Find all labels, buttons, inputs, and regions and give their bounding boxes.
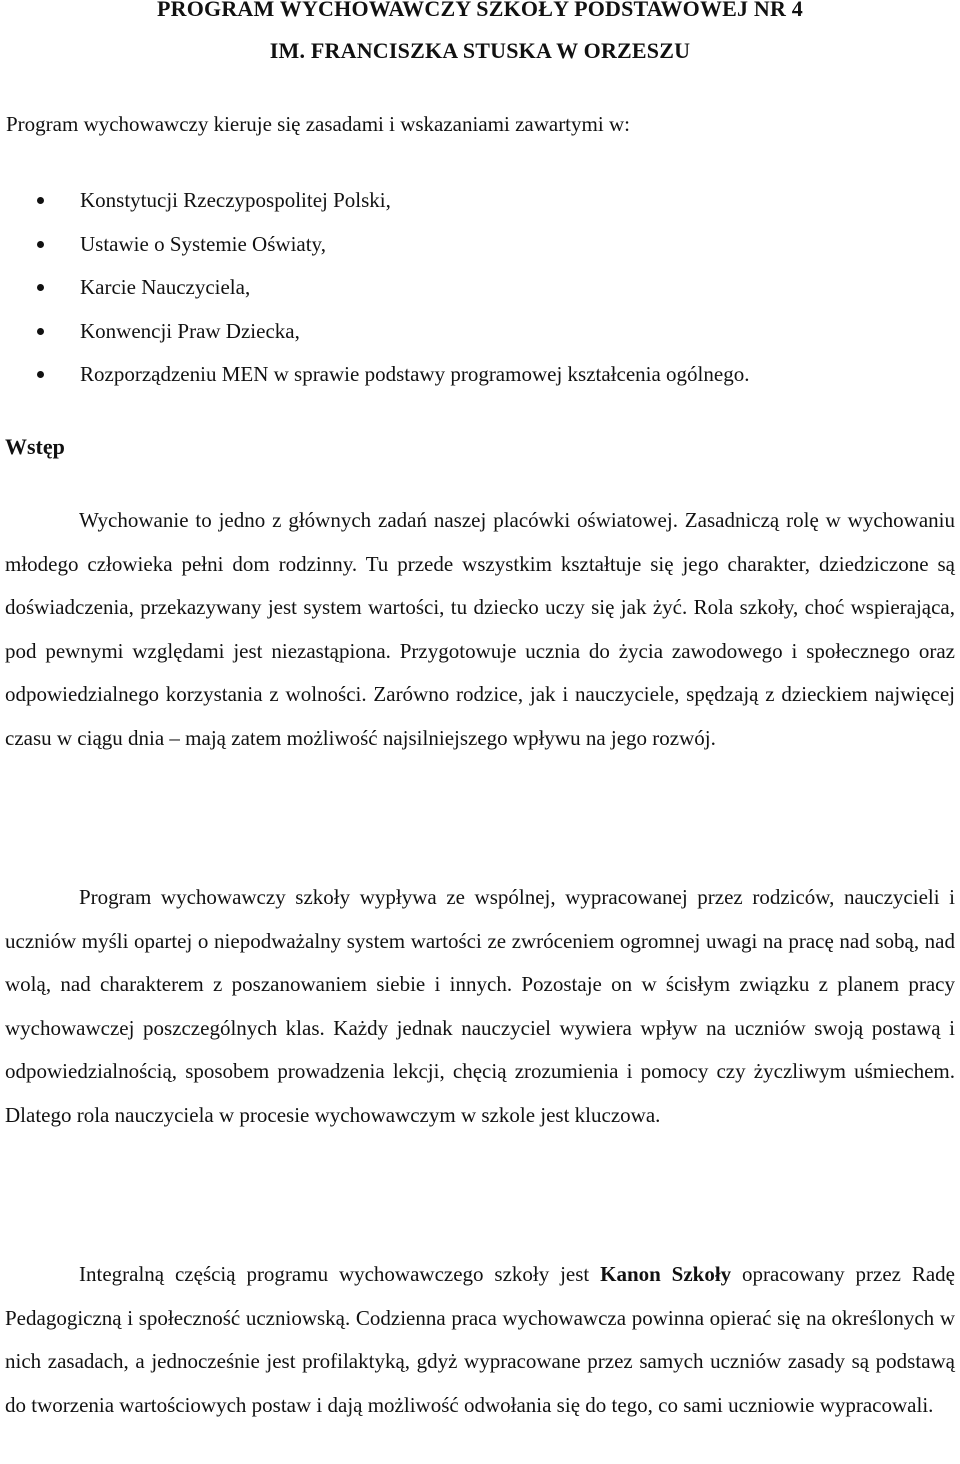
bullet-icon [37, 241, 44, 248]
bullet-icon [37, 284, 44, 291]
list-item [0, 317, 749, 361]
list-item-text: Konwencji Praw Dziecka, [80, 318, 300, 343]
paragraph-3 [5, 1253, 955, 1427]
list-item [0, 230, 749, 274]
bullet-icon [37, 197, 44, 204]
list-item-text: Karcie Nauczyciela, [80, 275, 251, 299]
paragraph-1: Wychowanie to jedno z głównych zadań naszej placówki oświatowej. Zasadniczą rolę w wychowaniu młodego człowieka pełni dom rodzinny. Tu przede wszystkim kształtuje się jego charakter, dziedziczone są doświadczenia, przekazywany jest system wartości, tu dziecko uczy się jak żyć. Rola szkoły, choć wspierająca, pod pewnymi względami jest niezastąpiona. Przygotowuje ucznia do życia zawodowego i społecznego oraz odpowiedzialnego korzystania z wolności. Zarówno rodzice, jak i nauczyciele, spędzają z dzieckiem najwięcej czasu w ciągu dnia – mają zatem możliwość najsilniejszego wpływu na jego rozwój. [5, 508, 955, 750]
legal-basis-list [0, 186, 749, 404]
bullet-icon [37, 371, 44, 378]
kanon-szkoly-emphasis: Kanon Szkoły [600, 1262, 732, 1286]
list-item [0, 186, 749, 230]
section-heading-wstep: Wstęp [5, 434, 65, 459]
list-item [0, 360, 749, 404]
paragraph-2: Program wychowawczy szkoły wypływa ze wspólnej, wypracowanej przez rodziców, nauczycieli i uczniów myśli opartej o niepodważalny system wartości ze zwróceniem ogromnej uwagi na pracę nad sobą, nad wolą, nad charakterem z poszanowaniem siebie i innych. Pozostaje on w ścisłym związku z planem pracy wychowawczej poszczególnych klas. Każdy jednak nauczyciel wywiera wpływ na uczniów swoją postawą i odpowiedzialnością, sposobem prowadzenia lekcji, chęcią zrozumienia i pomocy czy życzliwym uśmiechem. Dlatego rola nauczyciela w procesie wychowawczym w szkole jest kluczowa. [5, 885, 955, 1127]
document-title-line1: PROGRAM WYCHOWAWCZY SZKOŁY PODSTAWOWEJ NR 4 [156, 0, 804, 21]
intro-sentence: Program wychowawczy kieruje się zasadami i wskazaniami zawartymi w: [6, 112, 630, 136]
paragraph-3-text-start: Integralną częścią programu wychowawczego szkoły jest [79, 1262, 601, 1286]
paragraph-3-text-end: opracowany przez Radę Pedagogiczną i społeczność uczniowską. Codzienna praca wychowawcza powinna opierać się na określonych w nich zasadach, a jednocześnie jest profilaktyką, gdyż wypracowane przez samych uczniów zasady są podstawą do tworzenia wartościowych postaw i dają możliwość odwołania się do tego, co sami uczniowie wypracowali. [5, 1262, 955, 1417]
list-item-text: Konstytucji Rzeczypospolitej Polski, [80, 188, 391, 212]
list-item-text: Ustawie o Systemie Oświaty, [80, 231, 326, 256]
list-item [0, 273, 749, 317]
list-item-text: Rozporządzeniu MEN w sprawie podstawy programowej kształcenia ogólnego. [80, 362, 750, 386]
bullet-icon [37, 328, 44, 335]
document-title-line2: IM. FRANCISZKA STUSKA W ORZESZU [269, 38, 691, 63]
